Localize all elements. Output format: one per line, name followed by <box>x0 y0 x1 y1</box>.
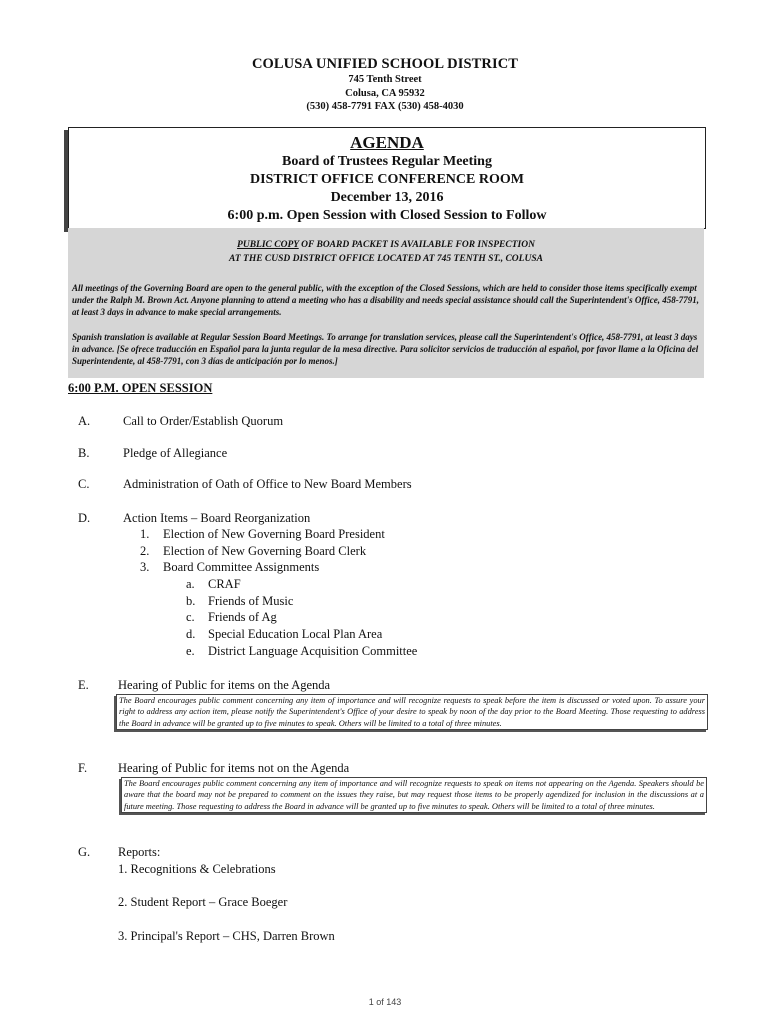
item-letter-f: F. <box>78 761 88 775</box>
report-principal: 3. Principal's Report – CHS, Darren Brown <box>118 929 335 943</box>
committee-letter: c. <box>186 610 195 624</box>
item-pledge: Pledge of Allegiance <box>123 446 228 460</box>
item-letter-g: G. <box>78 845 91 859</box>
notice-line-1-rest: OF BOARD PACKET IS AVAILABLE FOR INSPECTION <box>298 240 535 250</box>
sub-item-clerk: Election of New Governing Board Clerk <box>163 544 367 558</box>
meeting-time: 6:00 p.m. Open Session with Closed Session to Follow <box>227 208 547 223</box>
notice-public-copy: PUBLIC COPY <box>237 240 299 250</box>
committee-friends-of-ag: Friends of Ag <box>208 610 277 624</box>
item-call-to-order: Call to Order/Establish Quorum <box>123 414 284 428</box>
district-street: 745 Tenth Street <box>348 74 422 85</box>
meeting-type: Board of Trustees Regular Meeting <box>282 154 492 169</box>
item-letter-c: C. <box>78 477 90 491</box>
item-reports: Reports: <box>118 845 161 859</box>
notice-open-meetings: All meetings of the Governing Board are open to the general public, with the exception of the Closed Sessions, which are held to consider those items specifically exempt under the Ralph M. Brown Act. Anyone planning to attend a meeting who has a disability and needs special assistance should call the Superintendent's Office, 458-7791, at least 3 days in advance to make special arrangements. <box>72 283 699 318</box>
committee-dlac: District Language Acquisition Committee <box>208 644 418 658</box>
committee-selpa: Special Education Local Plan Area <box>208 627 383 641</box>
district-phone: (530) 458-7791 FAX (530) 458-4030 <box>306 101 464 112</box>
agenda-title: AGENDA <box>350 133 424 152</box>
sub-item-number: 2. <box>140 544 150 558</box>
item-letter-a: A. <box>78 414 91 428</box>
district-city: Colusa, CA 95932 <box>345 88 425 99</box>
open-session-heading: 6:00 P.M. OPEN SESSION <box>68 381 213 395</box>
hearing-on-agenda-note: The Board encourages public comment concerning any item of importance and will recognize requests to speak before the item is discussed or voted upon. To assure your right to address any action item, please notify the Superintendent's Office of your desire to speak by noon of the day prior to the Board Meeting. Those requesting to address the Board in advance will be granted up to five minutes to speak. Others will be limited to a total of three minutes. <box>116 694 708 730</box>
sub-item-committees: Board Committee Assignments <box>163 560 320 574</box>
notice-line-1 <box>68 240 704 250</box>
hearing-not-on-agenda-note: The Board encourages public comment concerning any item of importance and will recognize requests to speak on items not appearing on the Agenda. Speakers should be aware that the board may not be prepared to comment on the issues they raise, but may request those items to be properly agendized for inclusion in the discussions at a future meeting. Those requesting to address the Board in advance will be granted up to five minutes to speak. Others will be limited to a total of three minutes. <box>121 777 707 813</box>
item-oath-of-office: Administration of Oath of Office to New Board Members <box>123 477 412 491</box>
item-hearing-not-on-agenda: Hearing of Public for items not on the Agenda <box>118 761 350 775</box>
report-student: 2. Student Report – Grace Boeger <box>118 895 288 909</box>
notice-line-2: AT THE CUSD DISTRICT OFFICE LOCATED AT 745 TENTH ST., COLUSA <box>229 254 543 264</box>
committee-letter: e. <box>186 644 195 658</box>
committee-craf: CRAF <box>208 577 241 591</box>
committee-letter: a. <box>186 577 195 591</box>
sub-item-president: Election of New Governing Board President <box>163 527 385 541</box>
sub-item-number: 1. <box>140 527 150 541</box>
committee-friends-of-music: Friends of Music <box>208 594 294 608</box>
item-action-items: Action Items – Board Reorganization <box>123 511 311 525</box>
item-letter-e: E. <box>78 678 89 692</box>
item-hearing-on-agenda: Hearing of Public for items on the Agenda <box>118 678 331 692</box>
committee-letter: b. <box>186 594 196 608</box>
notice-spanish-translation: Spanish translation is available at Regular Session Board Meetings. To arrange for translation services, please call the Superintendent's Office, 458-7791, at least 3 days in advance. [Se ofrece traducción en Español para la junta regular de la mesa directive. Para solicitor servicios de traducción al español, por favor llame a la Oficina del Superintendente, al 458-7791, con 3 días de anticipación por lo menos.] <box>72 332 699 367</box>
item-letter-b: B. <box>78 446 90 460</box>
sub-item-number: 3. <box>140 560 150 574</box>
district-name: COLUSA UNIFIED SCHOOL DISTRICT <box>251 56 519 72</box>
meeting-location: DISTRICT OFFICE CONFERENCE ROOM <box>250 172 524 187</box>
page-number: 1 of 143 <box>368 997 402 1007</box>
item-letter-d: D. <box>78 511 91 525</box>
committee-letter: d. <box>186 627 196 641</box>
meeting-date: December 13, 2016 <box>330 190 444 205</box>
report-recognitions: 1. Recognitions & Celebrations <box>118 862 276 876</box>
